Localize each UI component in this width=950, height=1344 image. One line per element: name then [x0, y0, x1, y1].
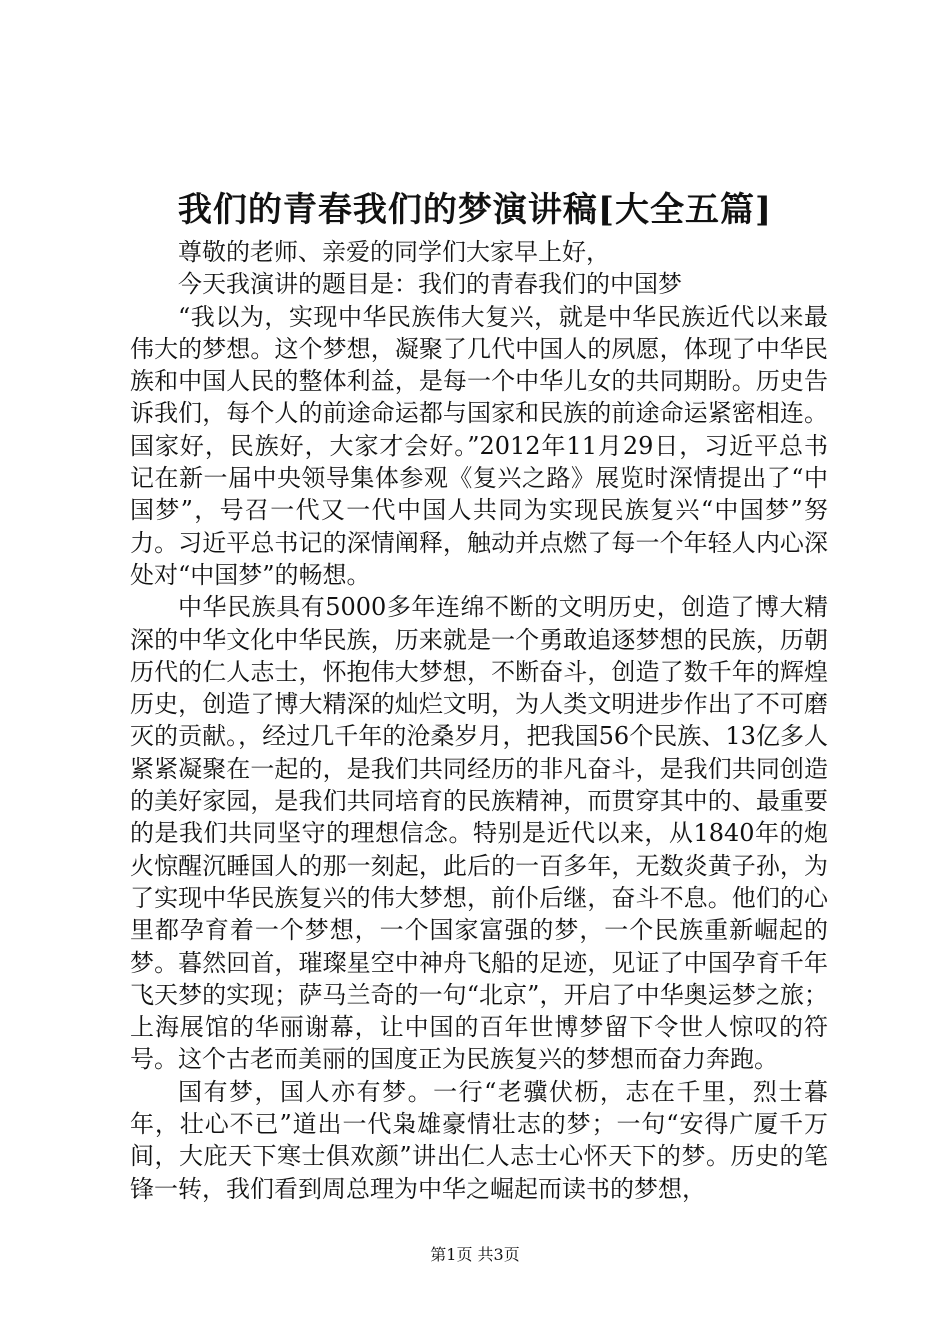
- paragraph-national-dream: 国有梦，国人亦有梦。一行“老骥伏枥，志在千里，烈士暮年，壮心不已”道出一代枭雄豪情壮志的梦；一句“安得广厦千万间，大庇天下寒士俱欢颜”讲出仁人志士心怀天下的梦。历史的笔锋一转，我们看到周总理为中华之崛起而读书的梦想，: [130, 1077, 828, 1203]
- document-body: [130, 236, 828, 1205]
- paragraph-history: 中华民族具有5000多年连绵不断的文明历史，创造了博大精深的中华文化中华民族，历来就是一个勇敢追逐梦想的民族，历朝历代的仁人志士，怀抱伟大梦想，不断奋斗，创造了数千年的辉煌历史，创造了博大精深的灿烂文明，为人类文明进步作出了不可磨灭的贡献。，经过几千年的沧桑岁月，把我国56个民族、13亿多人紧紧凝聚在一起的，是我们共同经历的非凡奋斗，是我们共同创造的美好家园，是我们共同培育的民族精神，而贯穿其中的、最重要的是我们共同坚守的理想信念。特别是近代以来，从1840年的炮火惊醒沉睡国人的那一刻起，此后的一百多年，无数炎黄子孙，为了实现中华民族复兴的伟大梦想，前仆后继，奋斗不息。他们的心里都孕育着一个梦想，一个国家富强的梦，一个民族重新崛起的梦。暮然回首，璀璨星空中神舟飞船的足迹，见证了中国孕育千年飞天梦的实现；萨马兰奇的一句“北京”，开启了中华奥运梦之旅；上海展馆的华丽谢幕，让中国的百年世博梦留下令世人惊叹的符号。这个古老而美丽的国度正为民族复兴的梦想而奋力奔跑。: [130, 593, 828, 1074]
- paragraph-topic: 今天我演讲的题目是：我们的青春我们的中国梦: [178, 270, 682, 299]
- document-title: 我们的青春我们的梦演讲稿[大全五篇]: [177, 190, 773, 230]
- page-footer: 第1页 共3页: [430, 1245, 520, 1264]
- paragraph-greeting: 尊敬的老师、亲爱的同学们大家早上好，: [178, 238, 610, 266]
- paragraph-quote: “我以为，实现中华民族伟大复兴，就是中华民族近代以来最伟大的梦想。这个梦想，凝聚了几代中国人的夙愿，体现了中华民族和中国人民的整体利益，是每一个中华儿女的共同期盼。历史告诉我们，每个人的前途命运都与国家和民族的前途命运紧密相连。国家好，民族好，大家才会好。”2012年11月29日，习近平总书记在新一届中央领导集体参观《复兴之路》展览时深情提出了“中国梦”，号召一代又一代中国人共同为实现民族复兴“中国梦”努力。习近平总书记的深情阐释，触动并点燃了每一个年轻人内心深处对“中国梦”的畅想。: [130, 302, 828, 589]
